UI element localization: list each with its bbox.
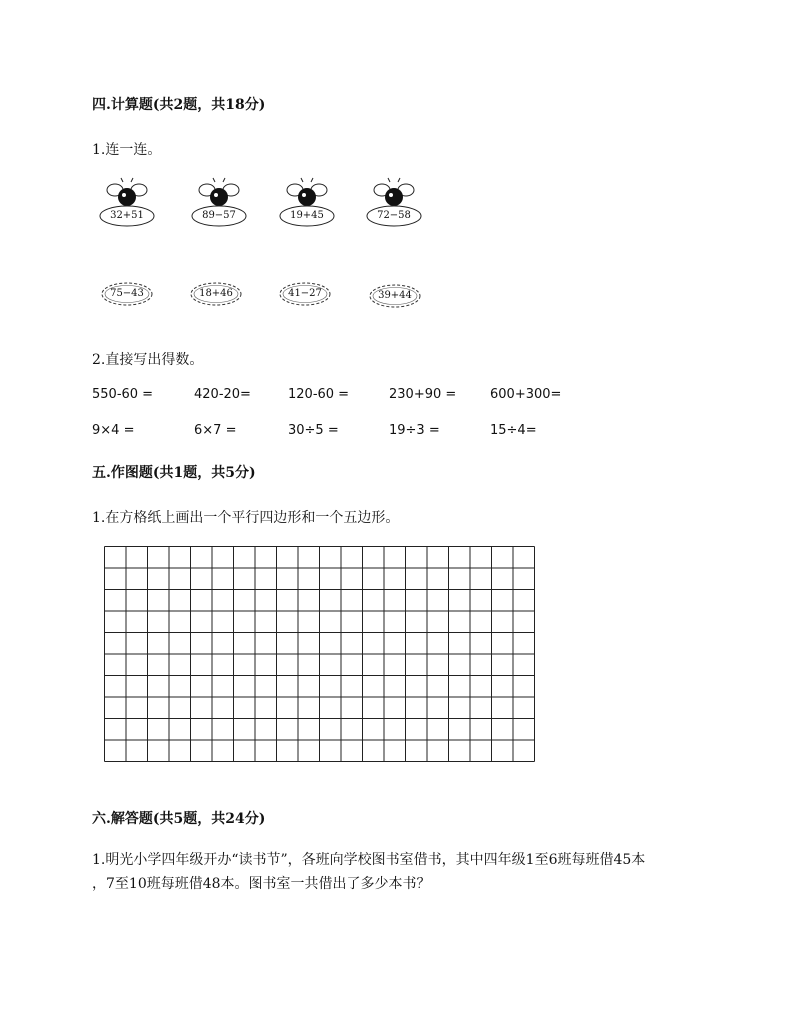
question-direct-title: 2.直接写出得数。 [92, 352, 204, 368]
calc-item: 550-60 = [92, 387, 154, 402]
grid-paper[interactable] [104, 546, 536, 766]
flower-card [189, 280, 259, 310]
flower-card [100, 280, 170, 310]
section-six-heading: 六.解答题(共5题，共24分) [92, 811, 266, 827]
grid-lines [104, 546, 536, 762]
bee-icon [95, 176, 175, 234]
calc-item: 15÷4= [490, 423, 537, 438]
calc-item: 19÷3 = [389, 423, 440, 438]
bee-icon [187, 176, 267, 234]
question-solve-line2: ，7至10班每班借48本。图书室一共借出了多少本书？ [92, 876, 431, 892]
bee-expression: 19+45 [290, 210, 324, 221]
calc-item: 6×7 = [194, 423, 237, 438]
bee-card [275, 176, 355, 234]
question-draw-title: 1.在方格纸上画出一个平行四边形和一个五边形。 [92, 510, 400, 526]
flower-expression: 41−27 [288, 288, 322, 299]
calc-item: 230+90 = [389, 387, 457, 402]
bee-expression: 72−58 [377, 210, 411, 221]
bee-icon [275, 176, 355, 234]
question-solve-line1: 1.明光小学四年级开办“读书节”，各班向学校图书室借书，其中四年级1至6班每班借45本 [92, 852, 646, 868]
bee-card [362, 176, 442, 234]
bee-card [95, 176, 175, 234]
calc-item: 120-60 = [288, 387, 350, 402]
flower-card [278, 280, 348, 310]
question-connect-title: 1.连一连。 [92, 142, 162, 158]
calc-item: 30÷5 = [288, 423, 339, 438]
bee-icon [362, 176, 442, 234]
bee-expression: 89−57 [202, 210, 236, 221]
flower-expression: 18+46 [199, 288, 233, 299]
flower-expression: 39+44 [378, 290, 412, 301]
calc-item: 420-20= [194, 387, 251, 402]
calc-item: 9×4 = [92, 423, 135, 438]
bee-expression: 32+51 [110, 210, 144, 221]
flower-card [368, 282, 438, 312]
calc-item: 600+300= [490, 387, 562, 402]
flower-expression: 75−43 [110, 288, 144, 299]
section-five-heading: 五.作图题(共1题，共5分) [92, 465, 256, 481]
bee-card [187, 176, 267, 234]
section-four-heading: 四.计算题(共2题，共18分) [92, 97, 266, 113]
